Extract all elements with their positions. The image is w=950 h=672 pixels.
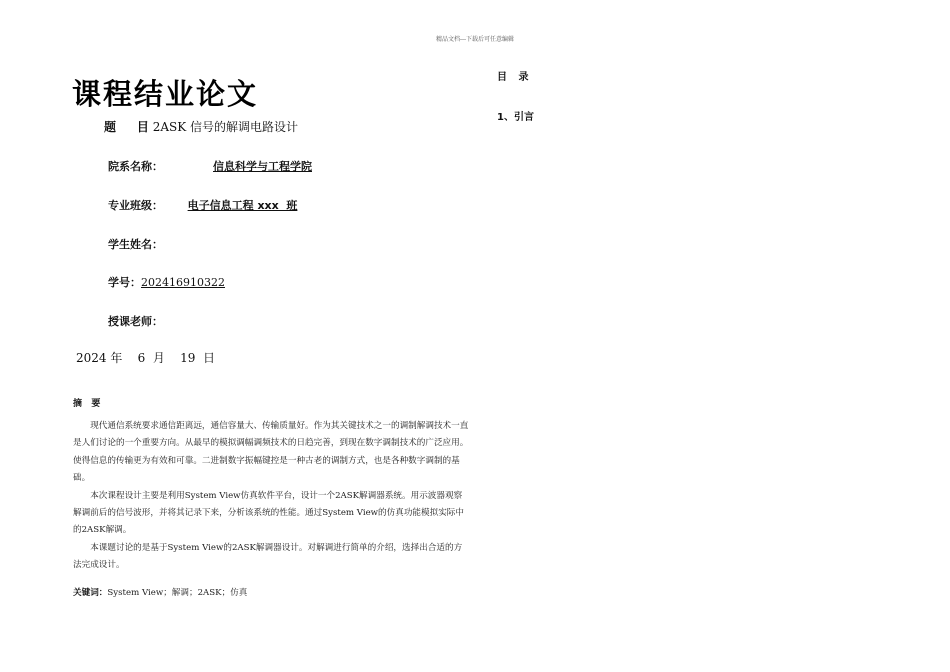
class-field xyxy=(108,197,319,213)
toc-item-introduction[interactable]: 1、引言 xyxy=(497,112,534,123)
student-name-field xyxy=(108,236,163,252)
keywords-value: System View；解调；2ASK；仿真 xyxy=(107,588,248,598)
topic-line xyxy=(104,118,298,135)
topic-label: 题 目 xyxy=(104,120,149,134)
department-label: 院系名称： xyxy=(108,160,163,173)
keywords-label: 关键词： xyxy=(73,588,108,598)
abstract-heading: 摘 要 xyxy=(73,399,101,409)
abstract-paragraph: 现代通信系统要求通信距离远，通信容量大、传输质量好。作为其关键技术之一的调制解调技术一直是人们讨论的一个重要方向。从最早的模拟调幅调频技术的日趋完善，到现在数字调制技术的广泛应用。使得信息的传输更为有效和可靠。二进制数字振幅键控是一种古老的调制方式，也是各种数字调制的基础。 xyxy=(73,421,469,484)
abstract-paragraph: 本课题讨论的是基于System View的2ASK解调器设计。对解调进行简单的介绍，选择出合适的方法完成设计。 xyxy=(73,542,463,571)
document-title: 课程结业论文 xyxy=(72,77,259,111)
student-name-label: 学生姓名： xyxy=(108,238,163,251)
department-field xyxy=(108,158,359,174)
toc-title: 目 录 xyxy=(497,72,529,83)
abstract-paragraph: 本次课程设计主要是利用System View仿真软件平台，设计一个2ASK解调器系统。用示波器观察解调前后的信号波形，并将其记录下来，分析该系统的性能。通过System View的仿真功能模拟实际中的2ASK解调。 xyxy=(73,490,464,536)
abstract-body xyxy=(73,418,469,575)
teacher-label: 授课老师： xyxy=(108,315,163,328)
department-value: 信息科学与工程学院 xyxy=(213,160,312,173)
header-note: 精品文档---下载后可任意编辑 xyxy=(435,36,515,43)
teacher-field xyxy=(108,313,163,329)
student-id-label: 学号： xyxy=(108,276,141,289)
student-id-field xyxy=(108,274,225,290)
class-label: 专业班级： xyxy=(108,199,163,212)
class-value: 电子信息工程 xxx 班 xyxy=(187,199,298,212)
keywords-line xyxy=(73,586,247,598)
topic-value: 2ASK 信号的解调电路设计 xyxy=(152,120,299,134)
student-id-value: 202416910322 xyxy=(141,276,225,289)
date-line: 2024 年 6 月 19 日 xyxy=(76,351,216,365)
